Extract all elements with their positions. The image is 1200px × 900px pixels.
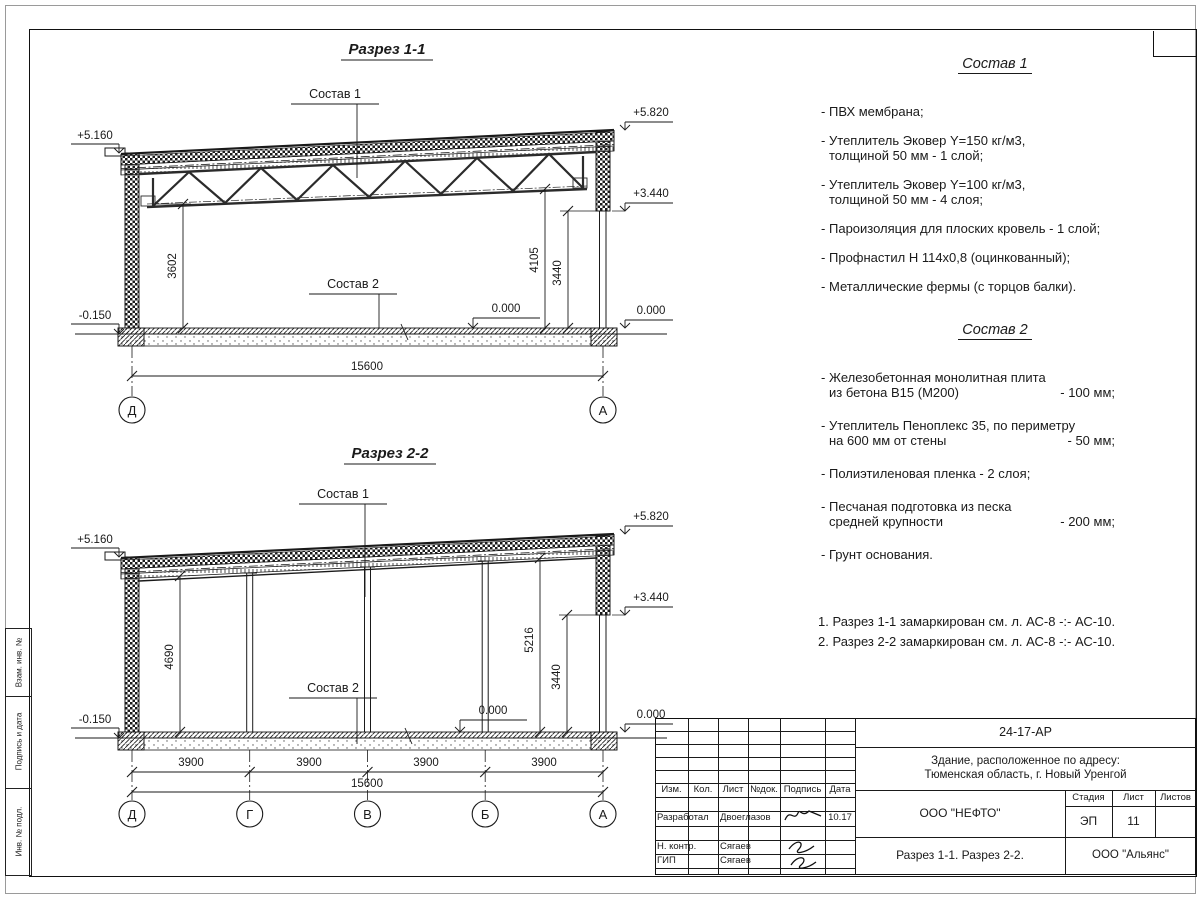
svg-text:Г: Г <box>246 807 254 822</box>
bullet: - <box>821 133 826 148</box>
elev-right-top <box>620 107 673 130</box>
tb-contractor: ООО "Альянс" <box>1092 849 1169 862</box>
comp2-item: - Железобетонная монолитная плита из бетона В15 (М200) - 100 мм; <box>795 370 1195 400</box>
comp2-item: - Утеплитель Пеноплекс 35, по периметру на 600 мм от стены - 50 мм; <box>795 418 1195 448</box>
svg-text:3900: 3900 <box>296 757 322 769</box>
svg-text:3440: 3440 <box>551 664 563 690</box>
tb-col-podpis: Подпись <box>783 783 822 795</box>
comp1-item: - Утеплитель Эковер Y=100 кг/м3, толщиной 50 мм - 4 слоя; <box>795 177 1195 207</box>
floor-slab <box>118 324 617 346</box>
dim-total <box>127 361 608 381</box>
svg-text:Состав 2: Состав 2 <box>327 277 379 291</box>
axis-bubble-right <box>590 397 616 423</box>
margin-label: Инв. № подл. <box>14 806 23 857</box>
tb-line <box>655 868 855 869</box>
section2-title <box>344 445 436 464</box>
dim-3440 <box>552 206 598 333</box>
svg-text:Состав 2: Состав 2 <box>307 681 359 695</box>
tb-stage-value: ЭП <box>1079 813 1098 828</box>
margin-cell-podpis <box>5 695 32 789</box>
tb-code: 24-17-АР <box>999 725 1052 740</box>
elev-right-top <box>620 511 673 534</box>
svg-text:0.000: 0.000 <box>636 709 666 721</box>
elev-left-bottom <box>71 310 124 334</box>
svg-text:0.000: 0.000 <box>478 705 508 717</box>
bullet: - <box>821 466 826 481</box>
margin-label: Взам. инв. № <box>14 637 23 688</box>
comp2-callout <box>309 277 397 328</box>
svg-text:+5.820: +5.820 <box>633 511 669 523</box>
bullet: - <box>821 177 826 192</box>
tb-row1-date: 10.17 <box>828 812 852 824</box>
tb-list-label: Лист <box>1123 791 1144 803</box>
tb-line <box>655 731 855 732</box>
comp1-item: - Утеплитель Эковер Y=150 кг/м3, толщиной 50 мм - 1 слой; <box>795 133 1195 163</box>
tb-line <box>655 826 855 827</box>
comp1-title: Состав 1 <box>835 56 1155 72</box>
notes <box>818 612 1115 652</box>
axis-bubbles <box>119 801 616 827</box>
tb-col-izm: Изм. <box>661 783 682 795</box>
tb-sheet-value: 11 <box>1127 813 1140 828</box>
elev-left-top <box>71 130 124 153</box>
tb-row2-name: Сягаев <box>720 840 751 852</box>
tb-stage-label: Стадия <box>1072 791 1105 803</box>
bullet: - <box>821 499 826 514</box>
tb-line <box>655 757 855 758</box>
bullet: - <box>821 250 826 265</box>
svg-text:15600: 15600 <box>351 361 383 373</box>
tb-line <box>655 797 855 798</box>
svg-text:Разрез 1-1: Разрез 1-1 <box>348 41 426 58</box>
svg-text:+5.820: +5.820 <box>633 107 669 119</box>
comp1-item: - Профнастил Н 114х0,8 (оцинкованный); <box>795 250 1195 265</box>
elev-floor-zero <box>468 303 540 328</box>
signature-kontr-gip-icon <box>782 838 824 874</box>
elev-right-zero <box>620 305 673 328</box>
svg-text:5216: 5216 <box>524 627 536 653</box>
comp1-item: - Пароизоляция для плоских кровель - 1 слой; <box>795 221 1195 236</box>
tb-col-data: Дата <box>829 783 851 795</box>
axis-bubble-left <box>119 397 145 423</box>
bullet: - <box>821 547 826 562</box>
section1-title <box>341 41 433 60</box>
tb-col-ndok: №док. <box>750 783 778 795</box>
margin-cell-vzam <box>5 628 32 697</box>
margin-label: Подпись и дата <box>14 712 24 771</box>
svg-text:-0.150: -0.150 <box>78 310 112 322</box>
svg-text:Д: Д <box>127 807 137 822</box>
bullet: - <box>821 370 826 385</box>
floor-slab <box>118 728 617 750</box>
top-right-reference-box <box>1153 31 1197 57</box>
svg-text:15600: 15600 <box>351 778 383 790</box>
comp1-item: - Металлические фермы (с торцов балки). <box>795 279 1195 294</box>
tb-row3-role: ГИП <box>657 854 676 866</box>
svg-text:0.000: 0.000 <box>636 305 666 317</box>
signature-razrabotal-icon <box>782 804 824 826</box>
svg-text:Состав 1: Состав 1 <box>309 87 361 101</box>
dim-3602 <box>155 199 191 333</box>
comp2-item: - Песчаная подготовка из песка средней крупности - 200 мм; <box>795 499 1195 529</box>
comp1-item: - ПВХ мембрана; <box>795 104 1195 119</box>
svg-text:+5.160: +5.160 <box>77 534 113 546</box>
note-line: 2. Разрез 2-2 замаркирован см. л. АС-8 -:- АС-10. <box>818 634 1116 649</box>
tb-row3-name: Сягаев <box>720 854 751 866</box>
bullet: - <box>821 221 826 236</box>
svg-text:А: А <box>598 403 608 418</box>
elev-left-top <box>71 534 124 557</box>
right-wall <box>596 132 610 328</box>
svg-text:В: В <box>363 807 372 822</box>
svg-text:4690: 4690 <box>164 644 176 670</box>
bullet: - <box>821 104 826 119</box>
elev-left-bottom <box>71 714 124 738</box>
svg-text:А: А <box>598 807 608 822</box>
roof-package <box>121 130 614 175</box>
tb-row1-name: Двоеглазов <box>720 812 771 824</box>
svg-text:0.000: 0.000 <box>491 303 521 315</box>
tb-company: ООО "НЕФТО" <box>919 805 1001 820</box>
section-1-1-drawing <box>35 38 675 438</box>
right-wall <box>596 536 610 732</box>
section-2-2-drawing <box>35 442 675 842</box>
dim-3440 <box>551 610 598 737</box>
comp2-item: - Грунт основания. <box>795 547 1195 562</box>
svg-text:4105: 4105 <box>529 247 541 273</box>
bullet: - <box>821 418 826 433</box>
tb-line <box>655 744 855 745</box>
comp2-title: Состав 2 <box>835 322 1155 338</box>
svg-text:+3.440: +3.440 <box>633 188 669 200</box>
tb-row2-role: Н. контр. <box>657 840 697 852</box>
elev-floor-zero <box>455 705 527 732</box>
svg-text:3900: 3900 <box>413 757 439 769</box>
bullet: - <box>821 279 826 294</box>
dim-4105 <box>529 184 550 333</box>
margin-cell-inv <box>5 788 32 876</box>
svg-text:Разрез 2-2: Разрез 2-2 <box>351 445 429 462</box>
svg-text:Д: Д <box>127 403 137 418</box>
svg-text:3900: 3900 <box>531 757 557 769</box>
tb-row1-role: Разработал <box>657 812 709 824</box>
svg-text:Б: Б <box>480 807 490 822</box>
svg-text:3440: 3440 <box>552 260 564 286</box>
tb-doc-title: Разрез 1-1. Разрез 2-2. <box>896 848 1024 863</box>
elev-right-mid <box>612 188 673 211</box>
svg-text:Состав 1: Состав 1 <box>317 487 369 501</box>
composition-panel <box>795 56 1195 562</box>
svg-text:3602: 3602 <box>167 253 179 279</box>
tb-col-kol: Кол. <box>693 783 713 795</box>
tb-col-list: Лист <box>722 783 744 795</box>
tb-sheets-total-value <box>1155 806 1196 837</box>
svg-text:3900: 3900 <box>178 757 204 769</box>
comp1-callout <box>299 487 387 597</box>
dim-5216 <box>524 553 545 737</box>
comp2-item: - Полиэтиленовая пленка - 2 слоя; <box>795 466 1195 481</box>
tb-object: Здание, расположенное по адресу: Тюменская область, г. Новый Уренгой <box>924 755 1127 781</box>
svg-text:+3.440: +3.440 <box>633 592 669 604</box>
tb-listov-label: Листов <box>1160 791 1191 803</box>
note-line: 1. Разрез 1-1 замаркирован см. л. АС-8 -:- АС-10. <box>818 614 1116 629</box>
svg-text:+5.160: +5.160 <box>77 130 113 142</box>
svg-text:-0.150: -0.150 <box>78 714 112 726</box>
tb-line <box>655 770 855 771</box>
dim-4690 <box>164 571 185 737</box>
interior-columns <box>242 561 493 732</box>
elev-right-mid <box>612 592 673 615</box>
